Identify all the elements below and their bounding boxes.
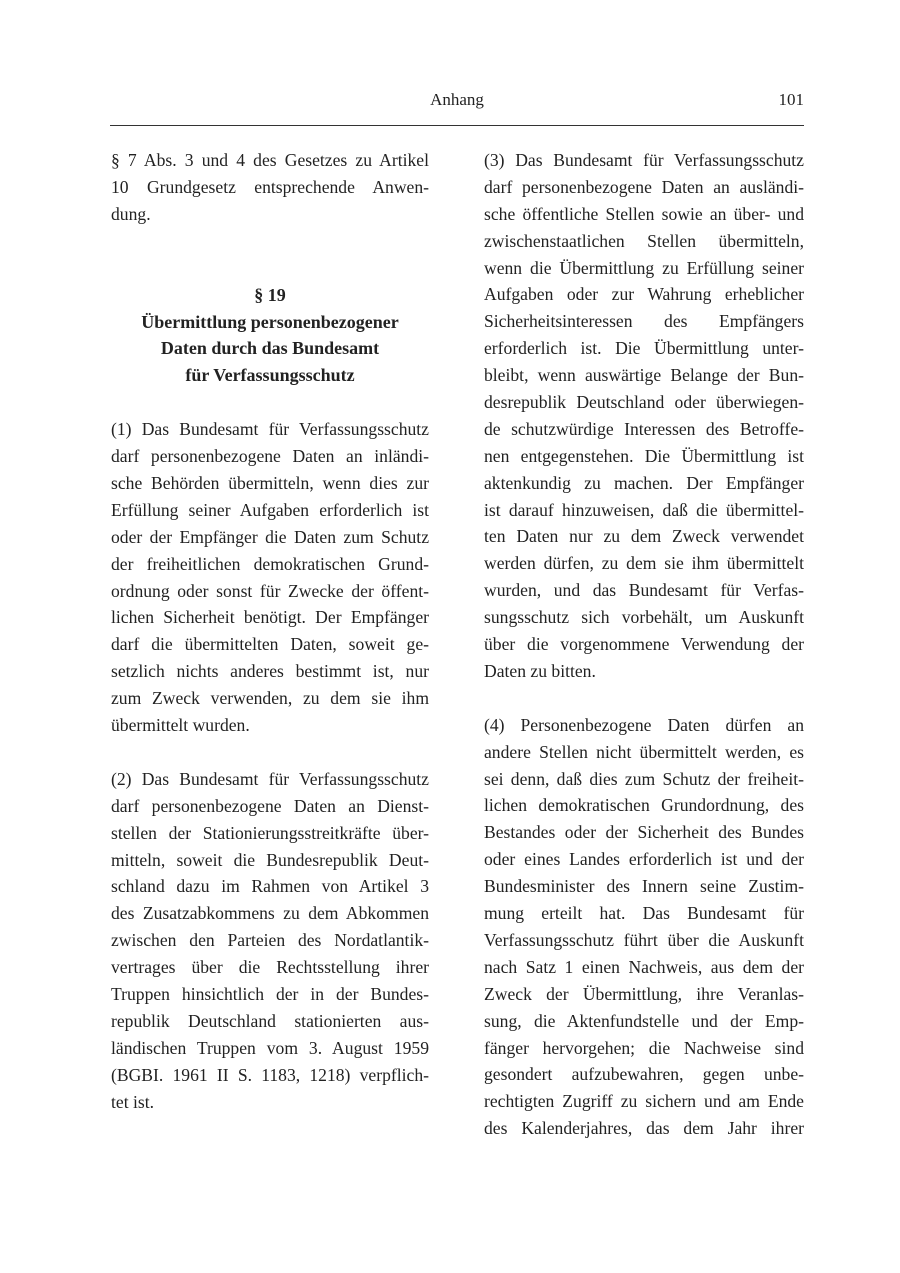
text-line: Erfüllung seiner Aufgaben erforderlich ist bbox=[111, 499, 429, 520]
paragraph-2 bbox=[111, 766, 429, 1116]
paragraph-4 bbox=[484, 712, 804, 1142]
text-line: fänger hervorgehen; die Nachweise sind bbox=[484, 1037, 804, 1058]
text-line: sei denn, daß dies zum Schutz der freiheit- bbox=[484, 768, 804, 789]
text-line: Bestandes oder der Sicherheit des Bundes bbox=[484, 822, 804, 843]
text-line: Sicherheitsinteressen des Empfängers bbox=[484, 311, 804, 332]
text-line: mitteln, soweit die Bundesrepublik Deut- bbox=[111, 849, 429, 870]
text-line: übermittelt wurden. bbox=[111, 715, 250, 736]
section-title-line: für Verfassungsschutz bbox=[185, 365, 355, 386]
text-line: setzlich nichts anderes bestimmt ist, nur bbox=[111, 661, 429, 682]
text-line: § 7 Abs. 3 und 4 des Gesetzes zu Artikel bbox=[111, 150, 429, 170]
text-line: ten Daten nur zu dem Zweck verwendet bbox=[484, 526, 804, 547]
section-number: § 19 bbox=[254, 284, 286, 305]
text-line: (2) Das Bundesamt für Verfassungsschutz bbox=[111, 768, 429, 789]
text-line: lichen Sicherheit benötigt. Der Empfänger bbox=[111, 607, 429, 628]
text-line: der freiheitlichen demokratischen Grund- bbox=[111, 553, 429, 574]
text-line: nen entgegenstehen. Die Übermittlung ist bbox=[484, 445, 804, 466]
text-line: ländischen Truppen vom 3. August 1959 bbox=[111, 1037, 429, 1058]
text-line: oder der Empfänger die Daten zum Schutz bbox=[111, 526, 429, 547]
text-line: Bundesminister des Innern seine Zustim- bbox=[484, 876, 804, 897]
intro-paragraph bbox=[111, 147, 429, 228]
text-line: zwischen den Parteien des Nordatlantik- bbox=[111, 930, 429, 951]
text-line: sche Behörden übermitteln, wenn dies zur bbox=[111, 473, 429, 494]
text-line: sungsschutz sich vorbehält, um Auskunft bbox=[484, 607, 804, 628]
text-line: Truppen hinsichtlich der in der Bundes- bbox=[111, 984, 429, 1005]
text-line: stellen der Stationierungsstreitkräfte über- bbox=[111, 822, 429, 843]
text-line: (BGBI. 1961 II S. 1183, 1218) verpflich- bbox=[111, 1064, 429, 1085]
text-line: rechtigten Zugriff zu sichern und am Ende bbox=[484, 1091, 804, 1112]
text-line: (4) Personenbezogene Daten dürfen an bbox=[484, 714, 804, 735]
text-line: de schutzwürdige Interessen des Betroffe- bbox=[484, 418, 804, 439]
text-line: gesondert aufzubewahren, gegen unbe- bbox=[484, 1064, 804, 1085]
running-header bbox=[110, 86, 804, 118]
text-line: bleibt, wenn auswärtige Belange der Bun- bbox=[484, 365, 804, 386]
text-line: dung. bbox=[111, 203, 151, 224]
section-heading bbox=[111, 282, 429, 390]
text-line: sung, die Aktenfundstelle und der Emp- bbox=[484, 1010, 804, 1031]
running-title: Anhang bbox=[430, 90, 484, 109]
text-line: ordnung oder sonst für Zwecke der öffent- bbox=[111, 580, 429, 601]
text-line: aktenkundig zu machen. Der Empfänger bbox=[484, 472, 804, 493]
text-line: nach Satz 1 einen Nachweis, aus dem der bbox=[484, 956, 804, 977]
text-line: zwischenstaatlichen Stellen übermitteln, bbox=[484, 230, 804, 251]
text-line: tet ist. bbox=[111, 1091, 155, 1112]
text-line: zum Zweck verwenden, zu dem sie ihm bbox=[111, 688, 429, 709]
text-line: darf personenbezogene Daten an ausländi- bbox=[484, 176, 804, 197]
text-line: sche öffentliche Stellen sowie an über- und bbox=[484, 203, 804, 224]
section-title-line: Daten durch das Bundesamt bbox=[160, 338, 380, 359]
text-line: Daten zu bitten. bbox=[484, 660, 596, 681]
paragraph-1 bbox=[111, 416, 429, 739]
text-line: schland dazu im Rahmen von Artikel 3 bbox=[111, 876, 429, 897]
page-number: 101 bbox=[778, 90, 804, 109]
text-line: (3) Das Bundesamt für Verfassungsschutz bbox=[484, 150, 804, 170]
text-line: Zweck der Übermittlung, ihre Veranlas- bbox=[484, 983, 804, 1004]
text-line: (1) Das Bundesamt für Verfassungsschutz bbox=[111, 419, 429, 440]
text-line: des Kalenderjahres, das dem Jahr ihrer bbox=[484, 1118, 804, 1139]
text-line: über die vorgenommene Verwendung der bbox=[484, 634, 804, 655]
text-line: darf personenbezogene Daten an inländi- bbox=[111, 446, 429, 467]
text-line: darf die übermittelten Daten, soweit ge- bbox=[111, 634, 429, 655]
text-line: republik Deutschland stationierten aus- bbox=[111, 1010, 429, 1031]
text-line: 10 Grundgesetz entsprechende Anwen- bbox=[111, 176, 429, 197]
right-column bbox=[484, 147, 804, 1142]
text-line: mung erteilt hat. Das Bundesamt für bbox=[484, 903, 804, 924]
section-title-line: Übermittlung personenbezogener bbox=[141, 311, 399, 332]
left-column bbox=[111, 147, 429, 1116]
text-line: erforderlich ist. Die Übermittlung unter- bbox=[484, 338, 804, 359]
text-line: wenn die Übermittlung zu Erfüllung seiner bbox=[484, 257, 804, 278]
text-line: Verfassungsschutz führt über die Auskunft bbox=[484, 929, 804, 950]
text-line: andere Stellen nicht übermittelt werden, es bbox=[484, 741, 804, 762]
text-line: wurden, und das Bundesamt für Verfas- bbox=[484, 580, 804, 601]
text-line: lichen demokratischen Grundordnung, des bbox=[484, 795, 804, 816]
text-line: des Zusatzabkommens zu dem Abkommen bbox=[111, 903, 429, 924]
text-line: oder eines Landes erforderlich ist und der bbox=[484, 849, 804, 870]
text-line: darf personenbezogene Daten an Dienst- bbox=[111, 795, 429, 816]
text-line: desrepublik Deutschland oder überwiegen- bbox=[484, 392, 804, 413]
header-rule bbox=[110, 125, 804, 126]
text-line: werden dürfen, zu dem sie ihm übermittelt bbox=[484, 553, 804, 574]
text-line: ist darauf hinzuweisen, daß die übermittel- bbox=[484, 499, 804, 520]
text-line: Aufgaben oder zur Wahrung erheblicher bbox=[484, 284, 804, 305]
text-line: vertrages über die Rechtsstellung ihrer bbox=[111, 957, 429, 978]
paragraph-3 bbox=[484, 147, 804, 685]
